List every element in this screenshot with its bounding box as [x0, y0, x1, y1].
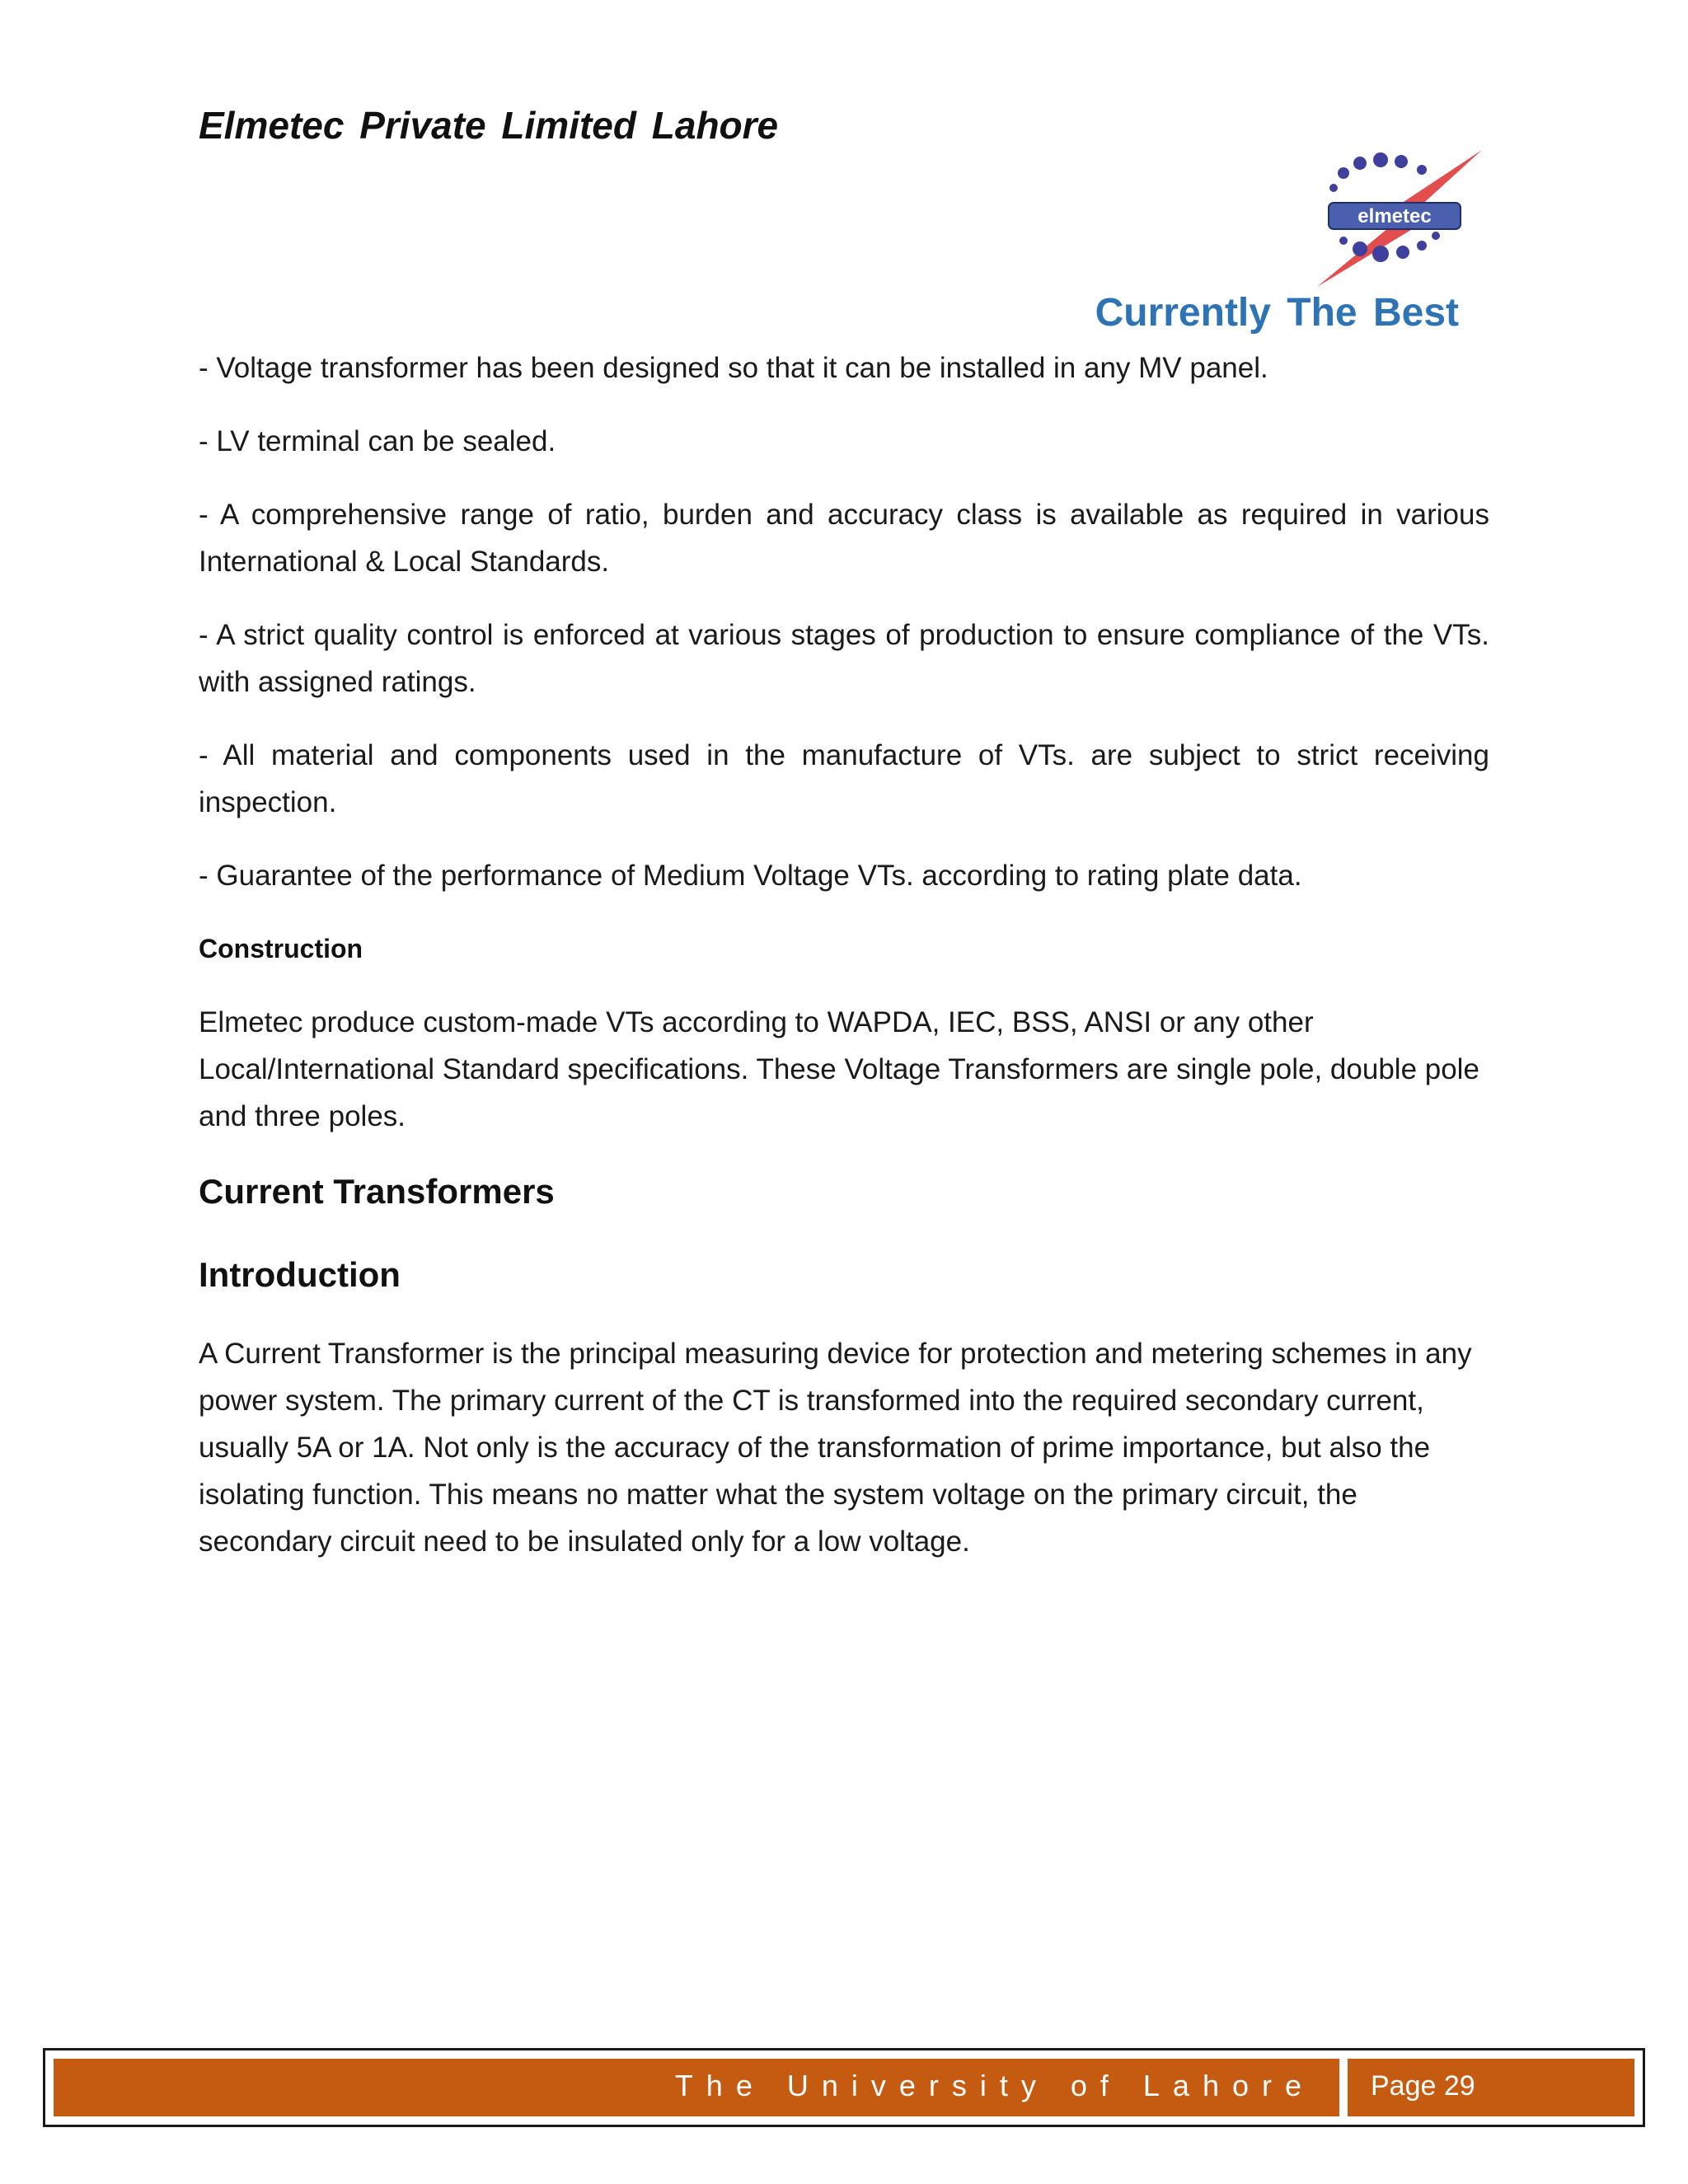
current-transformers-heading: Current Transformers	[199, 1172, 555, 1211]
construction-text-block	[199, 999, 1484, 1166]
page-footer	[43, 2048, 1645, 2127]
footer-university-name: The University of Lahore	[674, 2069, 1315, 2102]
tagline: Currently The Best	[1095, 291, 1459, 335]
feature-item: - LV terminal can be sealed.	[199, 425, 556, 457]
construction-text: Elmetec produce custom-made VTs according to WAPDA, IEC, BSS, ANSI or any other Local/International Standard specifications. These Voltage Transformers are single pole, double pole and three poles.	[199, 1006, 1479, 1132]
feature-item: - All material and components used in the manufacture of VTs. are subject to strict receiving inspection.	[199, 739, 1489, 818]
elmetec-logo	[1311, 148, 1492, 288]
voltage-transformer-features	[199, 344, 1489, 899]
feature-item: - Voltage transformer has been designed so that it can be installed in any MV panel.	[199, 352, 1268, 384]
feature-item: - A comprehensive range of ratio, burden and accuracy class is available as required in various International & Local Standards.	[199, 499, 1489, 578]
footer-university-band	[54, 2059, 1339, 2116]
company-title: Elmetec Private Limited Lahore	[199, 104, 779, 147]
construction-heading: Construction	[199, 934, 363, 963]
introduction-text: A Current Transformer is the principal measuring device for protection and metering schemes in any power system. The primary current of the CT is transformed into the required secondary current, usually 5A or 1A. Not only is the accuracy of the transformation of prime importance, but also the isolating function. This means no matter what the system voltage on the primary circuit, the secondary circuit need to be insulated only for a low voltage.	[199, 1338, 1472, 1558]
introduction-heading: Introduction	[199, 1255, 401, 1294]
page-number: Page 29	[1371, 2070, 1475, 2102]
footer-page-band	[1348, 2059, 1634, 2116]
feature-item: - A strict quality control is enforced at various stages of production to ensure compliance of the VTs. with assigned ratings.	[199, 619, 1489, 698]
elmetec-logo-graphic	[1311, 148, 1492, 288]
introduction-text-block	[199, 1330, 1484, 1591]
svg-text:elmetec: elmetec	[1357, 205, 1432, 227]
feature-item: - Guarantee of the performance of Medium Voltage VTs. according to rating plate data.	[199, 860, 1302, 892]
